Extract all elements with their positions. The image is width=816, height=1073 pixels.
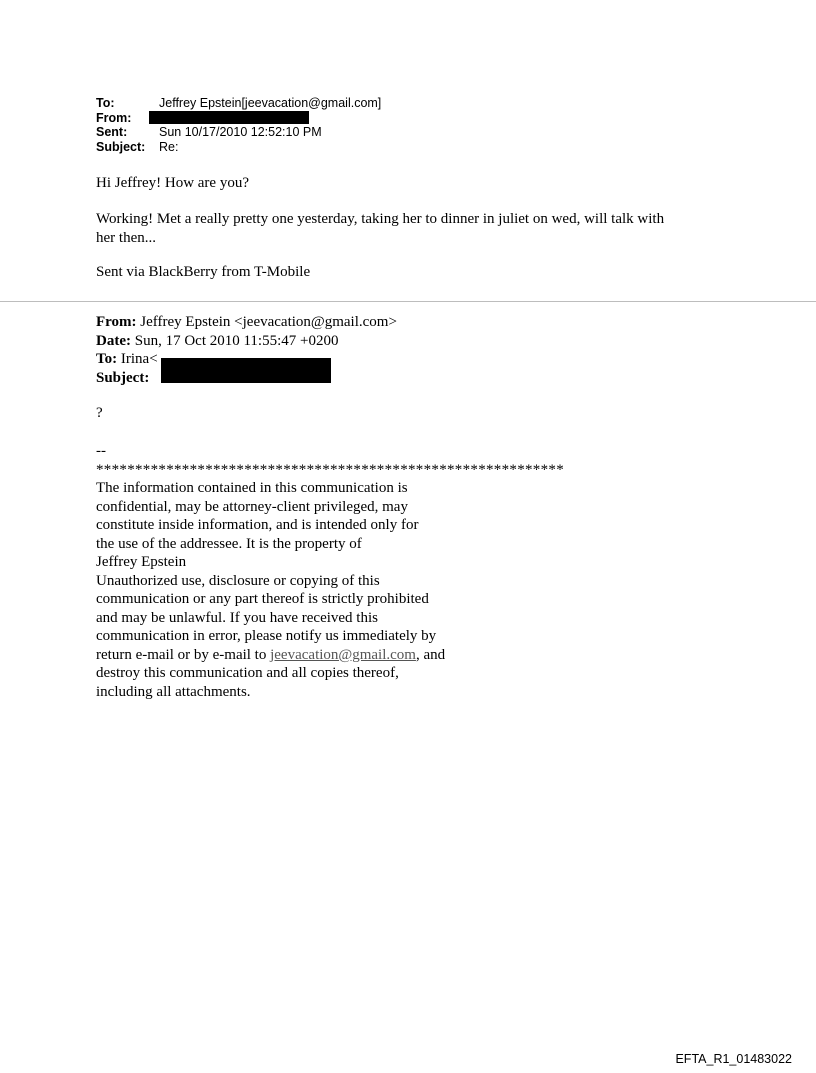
reply-body-line: her then... — [96, 229, 156, 246]
quoted-from-value: Jeffrey Epstein <jeevacation@gmail.com> — [140, 314, 397, 330]
reply-body — [96, 210, 664, 247]
quoted-from-label: From: — [96, 314, 137, 330]
subject-label: Subject: — [96, 139, 146, 154]
disclaimer-line: confidential, may be attorney-client privileged, may — [96, 498, 408, 515]
disclaimer-line: including all attachments. — [96, 683, 251, 700]
disclaimer-line: communication or any part thereof is strictly prohibited — [96, 591, 429, 607]
quoted-from-row — [96, 313, 397, 332]
to-row — [96, 96, 381, 111]
reply-signature: Sent via BlackBerry from T-Mobile — [96, 264, 311, 280]
disclaimer-text: , and — [415, 646, 446, 663]
disclaimer-line: and may be unlawful. If you have received this — [96, 609, 378, 626]
greeting: Hi Jeffrey! How are you? — [96, 175, 249, 191]
quoted-to-value: Irina< — [120, 351, 158, 367]
reply-body-line: Working! Met a really pretty one yesterday, taking her to dinner in juliet on wed, will talk with — [96, 211, 665, 227]
disclaimer-line: communication in error, please notify us immediately by — [96, 628, 437, 644]
document-id: EFTA_R1_01483022 — [675, 1052, 792, 1066]
sent-label: Sent: — [96, 125, 128, 139]
email-header — [96, 96, 381, 154]
signature-stars: ************************************************************ — [96, 461, 564, 478]
disclaimer-line: the use of the addressee. It is the property of — [96, 535, 362, 552]
to-label: To: — [96, 96, 115, 110]
disclaimer-line: constitute inside information, and is intended only for — [96, 517, 419, 533]
quoted-header — [96, 313, 397, 387]
subject-value: Re: — [159, 139, 179, 154]
to-value: Jeffrey Epstein[jeevacation@gmail.com] — [159, 96, 382, 110]
email-link[interactable]: jeevacation@gmail.com — [270, 646, 416, 663]
disclaimer — [96, 442, 564, 701]
disclaimer-line: destroy this communication and all copies thereof, — [96, 665, 399, 681]
from-row — [96, 111, 381, 126]
quoted-to-label: To: — [96, 351, 118, 367]
divider — [0, 301, 816, 302]
redaction-bar — [161, 358, 331, 383]
disclaimer-line: Unauthorized use, disclosure or copying of this — [96, 572, 380, 589]
quoted-date-row — [96, 332, 397, 351]
sent-row — [96, 125, 381, 140]
signature-dashes: -- — [96, 443, 106, 459]
quoted-date-label: Date: — [96, 332, 131, 349]
quoted-body: ? — [96, 405, 103, 421]
subject-row — [96, 140, 381, 155]
quoted-to-row — [96, 350, 397, 369]
quoted-subject-label: Subject: — [96, 369, 150, 386]
disclaimer-line: Jeffrey Epstein — [96, 554, 187, 570]
disclaimer-text: return e-mail or by e-mail to — [96, 646, 271, 663]
disclaimer-line: The information contained in this communication is — [96, 480, 408, 496]
quoted-date-value: Sun, 17 Oct 2010 11:55:47 +0200 — [134, 332, 339, 349]
disclaimer-line — [96, 646, 564, 665]
sent-value: Sun 10/17/2010 12:52:10 PM — [159, 125, 322, 139]
from-label: From: — [96, 110, 132, 125]
redaction-bar — [149, 111, 309, 124]
